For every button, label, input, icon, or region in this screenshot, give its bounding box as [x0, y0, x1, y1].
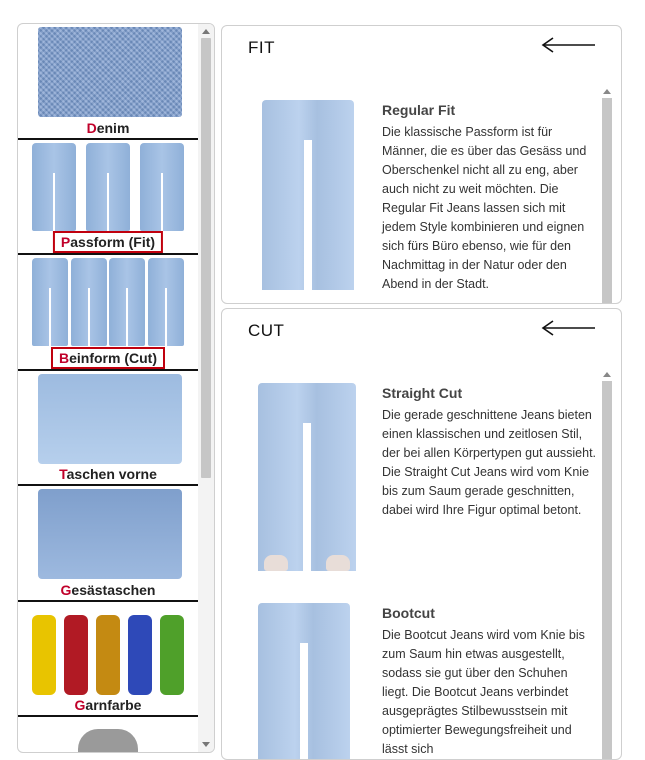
- sidebar-item-taschen-vorne[interactable]: [18, 371, 198, 487]
- jeans-fit-image: [32, 143, 184, 233]
- sidebar-item-label: Passform (Fit): [53, 231, 163, 253]
- option-name: Straight Cut: [382, 385, 463, 401]
- sidebar-item-label: Garnfarbe: [74, 697, 142, 713]
- back-arrow-icon[interactable]: [541, 36, 597, 54]
- sidebar-item-denim[interactable]: [18, 24, 198, 140]
- sidebar-item-garnfarbe[interactable]: [18, 602, 198, 718]
- option-name: Bootcut: [382, 605, 435, 621]
- sidebar-item-label: Taschen vorne: [59, 466, 157, 482]
- scrollbar-thumb[interactable]: [201, 38, 211, 478]
- straight-cut-photo: [258, 383, 356, 571]
- options-sidebar: [17, 23, 215, 753]
- scroll-up-icon[interactable]: [603, 89, 611, 94]
- sidebar-item-partial[interactable]: [18, 717, 198, 753]
- sidebar-item-label: Beinform (Cut): [51, 347, 165, 369]
- sidebar-scrollbar[interactable]: [198, 24, 214, 752]
- regular-fit-photo: [262, 100, 354, 290]
- thread-spools-image: [32, 605, 184, 695]
- scrollbar-thumb[interactable]: [602, 98, 612, 303]
- button-image: [78, 729, 138, 753]
- option-description: Die gerade geschnittene Jeans bieten einen klassischen und zeitlosen Stil, der bei allen Körpertypen gut aussieht. Die Straight Cut Jeans wird vom Knie bis zum Saum gerade geschnitten, dabei wird Ihre Figur optimal betont.: [382, 408, 597, 517]
- option-bootcut[interactable]: [222, 589, 601, 760]
- option-name: Regular Fit: [382, 102, 456, 118]
- option-description: Die Bootcut Jeans wird vom Knie bis zum Saum hin etwas ausgestellt, sodass sie gut über den Schuhen liegt. Die Bootcut Jeans verbindet ausgeprägtes Stilbewusstsein mit optimierter Bewegungsfreiheit und lässt sich: [382, 628, 585, 756]
- denim-swatch-image: [38, 27, 182, 117]
- sidebar-item-passform[interactable]: [18, 140, 198, 256]
- fit-options: [222, 86, 621, 303]
- sidebar-item-beinform[interactable]: [18, 255, 198, 371]
- sidebar-item-label: Denim: [86, 119, 130, 136]
- option-regular-fit[interactable]: [222, 86, 601, 304]
- front-pocket-image: [38, 374, 182, 464]
- bootcut-photo: [258, 603, 350, 760]
- panel-title: FIT: [248, 38, 275, 57]
- option-straight-cut[interactable]: [222, 369, 601, 584]
- cut-scrollbar[interactable]: [601, 369, 613, 759]
- sidebar-item-label: Gesästaschen: [60, 581, 156, 598]
- panel-title: CUT: [248, 321, 285, 340]
- cut-options: [222, 369, 621, 759]
- options-list: [18, 24, 198, 753]
- jeans-cut-image: [32, 258, 184, 348]
- option-description: Die klassische Passform ist für Männer, die es über das Gesäss und Oberschenkel nicht all zu eng, aber auch nicht zu weit möchten. Die Regular Fit Jeans lassen sich mit jedem Style kombinieren und eignen sich fürs Büro ebenso, wie für den Nachmittag in der Natur oder den Abend in der Stadt.: [382, 125, 587, 291]
- scrollbar-thumb[interactable]: [602, 381, 612, 759]
- cut-panel: [221, 308, 622, 760]
- scroll-up-icon[interactable]: [603, 372, 611, 377]
- scroll-down-icon[interactable]: [202, 742, 210, 747]
- fit-scrollbar[interactable]: [601, 86, 613, 303]
- back-arrow-icon[interactable]: [541, 319, 597, 337]
- scroll-up-icon[interactable]: [202, 29, 210, 34]
- sidebar-item-gesaesstaschen[interactable]: [18, 486, 198, 602]
- back-pocket-image: [38, 489, 182, 579]
- fit-panel: [221, 25, 622, 304]
